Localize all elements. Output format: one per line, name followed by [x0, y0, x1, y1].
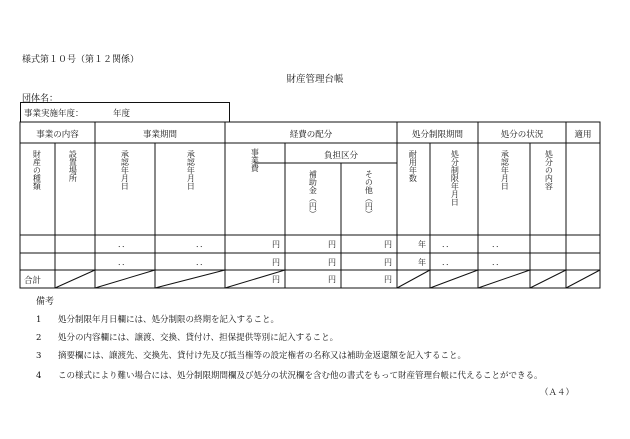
form-number: 様式第１０号（第１２関係）: [22, 55, 140, 65]
row2-subsidy: 円: [328, 258, 336, 267]
total-label: 合計: [24, 276, 42, 286]
row1-subsidy: 円: [328, 240, 336, 249]
note-item: [36, 331, 596, 343]
row1-start-date: ．．: [118, 240, 130, 249]
paper-size-label: （Ａ４）: [540, 388, 575, 398]
note-item: [36, 313, 596, 325]
page-title: 財産管理台帳: [286, 74, 344, 85]
note-item: [36, 349, 596, 361]
row2-start-date: ．．: [118, 258, 130, 267]
col-disposal-content: 処分の内容: [544, 150, 554, 190]
header-cost-allocation: 経費の配分: [289, 130, 333, 140]
note-item: [36, 367, 584, 385]
col-location: 設置場所: [68, 150, 78, 182]
total-subsidy: 円: [328, 275, 336, 284]
row2-disposal: ．．: [492, 258, 504, 267]
col-asset-type: 財産の種類: [32, 150, 42, 190]
row1-end-date: ．．: [196, 240, 208, 249]
row2-end-date: ．．: [196, 258, 208, 267]
row1-life: 年: [418, 240, 426, 249]
fiscal-year-label: 事業実施年度：: [24, 109, 84, 119]
header-period: 事業期間: [142, 130, 177, 140]
row2-other: 円: [384, 258, 392, 267]
header-restriction-period: 処分制限期間: [411, 130, 463, 140]
row2-cost: 円: [272, 258, 280, 267]
note-number: 4: [36, 371, 42, 381]
row1-other: 円: [384, 240, 392, 249]
row1-disposal: ．．: [492, 240, 504, 249]
row2-restriction: ．．: [442, 258, 454, 267]
total-other: 円: [384, 275, 392, 284]
notes-title: 備考: [36, 297, 55, 307]
row2-life: 年: [418, 258, 426, 267]
col-subsidy: 補助金（円）: [308, 170, 318, 218]
note-text: 摘要欄には、譲渡先、交換先、貸付け先及び抵当権等の設定権者の名称又は補助金返還額を記入すること。: [58, 351, 467, 361]
col-start-date: 承認年月日: [120, 150, 130, 190]
note-number: 2: [36, 333, 42, 343]
header-burden: 負担区分: [323, 151, 358, 161]
note-text: この様式により難い場合には、処分制限期間欄及び処分の状況欄を含む他の書式をもって財産管理台帳に代えることができる。: [58, 371, 543, 381]
org-name-label: 団体名：: [22, 94, 59, 104]
header-content: 事業の内容: [36, 130, 79, 140]
col-other: その他（円）: [364, 170, 374, 218]
row1-restriction: ．．: [442, 240, 454, 249]
col-restriction-date: 処分制限年月日: [450, 150, 460, 206]
note-number: 3: [36, 351, 42, 361]
note-text: 処分制限年月日欄には、処分制限の終期を記入すること。: [58, 315, 280, 325]
note-number: 1: [36, 315, 42, 325]
col-useful-life: 耐用年数: [408, 150, 418, 182]
col-disposal-date: 承認年月日: [500, 150, 510, 190]
fiscal-year-suffix: 年度: [113, 109, 131, 119]
col-end-date: 承認年月日: [186, 150, 196, 190]
total-cost: 円: [272, 275, 280, 284]
col-project-cost: 事業費: [250, 148, 260, 172]
note-text: 処分の内容欄には、譲渡、交換、貸付け、担保提供等別に記入すること。: [58, 333, 339, 343]
row1-cost: 円: [272, 240, 280, 249]
header-apply: 適用: [574, 130, 592, 140]
header-disposal-status: 処分の状況: [500, 130, 544, 140]
